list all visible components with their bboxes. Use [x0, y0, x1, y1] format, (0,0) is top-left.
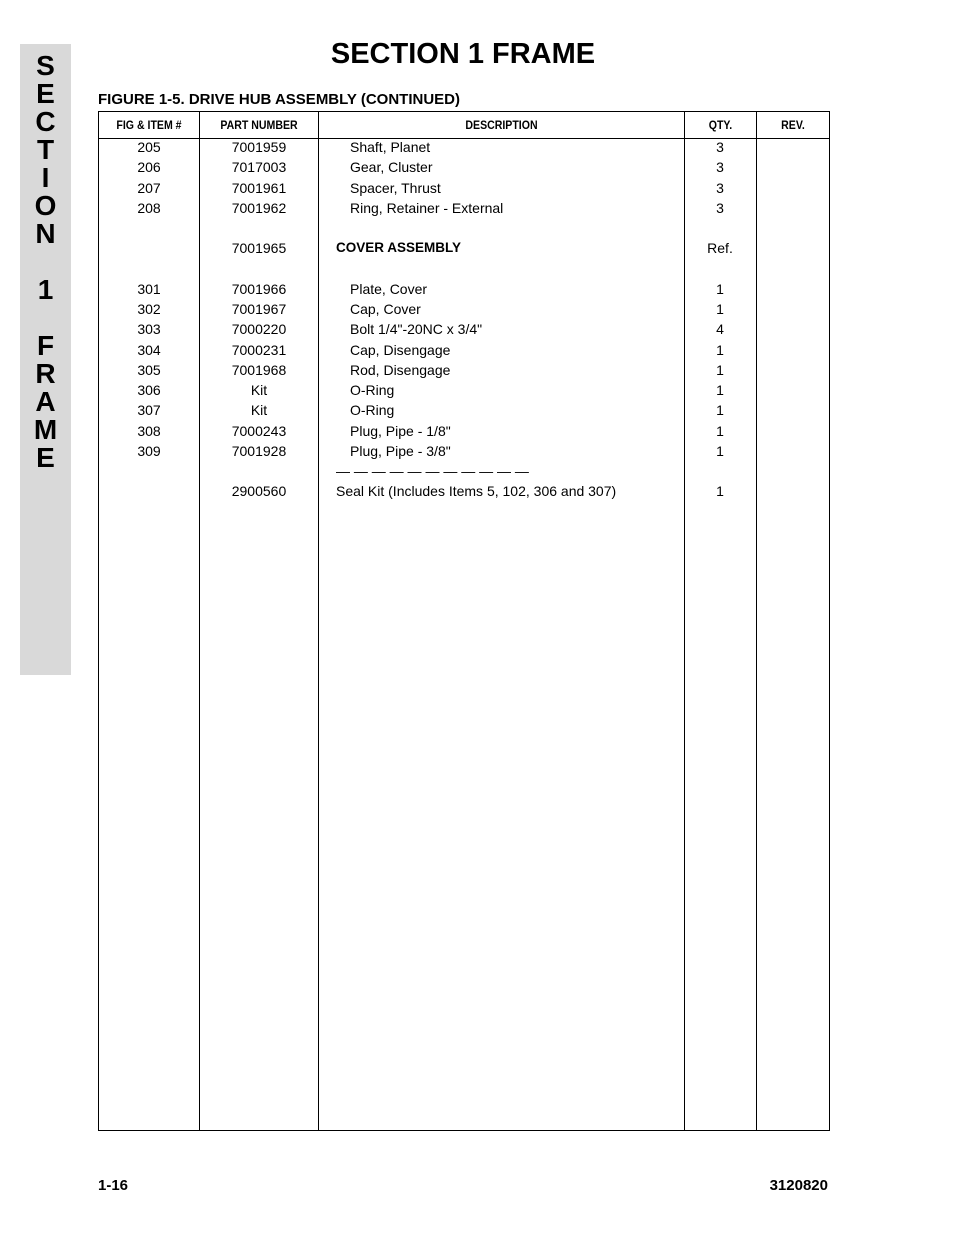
- description-cell: Cap, Cover: [350, 301, 421, 317]
- part-number-cell: 7000220: [231, 321, 287, 337]
- side-tab-letter: O: [34, 190, 57, 221]
- side-tab-letter: M: [33, 414, 58, 445]
- page-number: 1-16: [98, 1177, 129, 1194]
- table-row: [99, 461, 829, 481]
- description-cell: Cap, Disengage: [350, 342, 451, 358]
- qty-cell: 1: [716, 301, 724, 317]
- fig-item-cell: 304: [137, 342, 161, 358]
- qty-cell: 1: [716, 382, 724, 398]
- part-number-cell: Kit: [250, 382, 268, 398]
- side-tab-letter: E: [36, 78, 55, 109]
- side-tab-letter: T: [36, 134, 55, 165]
- part-number-cell: 7001968: [231, 362, 287, 378]
- side-tab-letter: R: [35, 358, 56, 389]
- fig-item-cell: 208: [137, 200, 161, 216]
- side-tab-letter: N: [35, 218, 56, 249]
- table-row: [99, 157, 829, 177]
- fig-item-cell: 303: [137, 321, 161, 337]
- column-divider: [756, 112, 757, 1130]
- qty-cell: 1: [716, 423, 724, 439]
- side-tab-letter: C: [35, 106, 56, 137]
- description-cell: Rod, Disengage: [350, 362, 451, 378]
- qty-cell: 4: [716, 321, 724, 337]
- description-cell: O-Ring: [350, 402, 395, 418]
- side-tab-letter: S: [36, 50, 55, 81]
- table-row: [99, 481, 829, 501]
- column-divider: [318, 112, 319, 1130]
- table-row: [99, 441, 829, 461]
- description-cell: Spacer, Thrust: [350, 180, 441, 196]
- table-row: [99, 137, 829, 157]
- fig-item-cell: 205: [137, 139, 161, 155]
- qty-cell: 3: [716, 159, 724, 175]
- qty-cell: 3: [716, 200, 724, 216]
- header-rev: REV.: [781, 118, 805, 132]
- fig-item-cell: 206: [137, 159, 161, 175]
- side-tab-letter: I: [41, 162, 50, 193]
- table-row: [99, 360, 829, 380]
- table-row: [99, 380, 829, 400]
- qty-cell: 1: [716, 342, 724, 358]
- table-header: [99, 112, 829, 139]
- header-qty: QTY.: [708, 118, 733, 132]
- description-cell: — — — — — — — — — — —: [336, 463, 529, 479]
- part-number-cell: 7001966: [231, 281, 287, 297]
- description-cell: Plug, Pipe - 1/8": [350, 423, 451, 439]
- description-cell: Plate, Cover: [350, 281, 428, 297]
- description-cell: Seal Kit (Includes Items 5, 102, 306 and 307): [336, 483, 617, 499]
- fig-item-cell: 302: [137, 301, 161, 317]
- column-divider: [684, 112, 685, 1130]
- part-number-cell: 2900560: [231, 483, 287, 499]
- description-cell: Shaft, Planet: [350, 139, 431, 155]
- description-cell: Plug, Pipe - 3/8": [350, 443, 451, 459]
- qty-cell: 1: [716, 402, 724, 418]
- table-row: [99, 421, 829, 441]
- fig-item-cell: 207: [137, 180, 161, 196]
- part-number-cell: 7001962: [231, 200, 287, 216]
- qty-cell: 1: [716, 443, 724, 459]
- description-cell: Ring, Retainer - External: [350, 200, 504, 216]
- part-number-cell: 7000243: [231, 423, 287, 439]
- qty-cell: Ref.: [707, 240, 733, 256]
- table-row: [99, 400, 829, 420]
- description-cell: Bolt 1/4"-20NC x 3/4": [350, 321, 483, 337]
- fig-item-cell: 309: [137, 443, 161, 459]
- side-tab-letter: 1: [37, 274, 54, 305]
- figure-title: FIGURE 1-5. DRIVE HUB ASSEMBLY (CONTINUED): [98, 91, 460, 108]
- table-row: [99, 238, 829, 258]
- section-side-tab: [20, 44, 71, 675]
- fig-item-cell: 307: [137, 402, 161, 418]
- qty-cell: 1: [716, 483, 724, 499]
- part-number-cell: 7001961: [231, 180, 287, 196]
- table-row: [99, 178, 829, 198]
- part-number-cell: Kit: [250, 402, 268, 418]
- table-row: [99, 319, 829, 339]
- description-cell: Gear, Cluster: [350, 159, 433, 175]
- part-number-cell: 7000231: [231, 342, 287, 358]
- parts-table: [98, 111, 830, 1131]
- fig-item-cell: 301: [137, 281, 161, 297]
- qty-cell: 1: [716, 362, 724, 378]
- fig-item-cell: 308: [137, 423, 161, 439]
- table-row: [99, 299, 829, 319]
- side-tab-letter: A: [35, 386, 56, 417]
- table-row: [99, 198, 829, 218]
- table-row: [99, 340, 829, 360]
- description-cell: O-Ring: [350, 382, 395, 398]
- header-description: DESCRIPTION: [465, 118, 538, 132]
- part-number-cell: 7001965: [231, 240, 287, 256]
- part-number-cell: 7001928: [231, 443, 287, 459]
- page-title: SECTION 1 FRAME: [330, 38, 596, 70]
- side-tab-letter: E: [36, 442, 55, 473]
- part-number-cell: 7017003: [231, 159, 287, 175]
- fig-item-cell: 306: [137, 382, 161, 398]
- qty-cell: 3: [716, 180, 724, 196]
- part-number-cell: 7001967: [231, 301, 287, 317]
- column-divider: [199, 112, 200, 1130]
- header-fig-item: FIG & ITEM #: [116, 118, 182, 132]
- part-number-cell: 7001959: [231, 139, 287, 155]
- header-part-number: PART NUMBER: [220, 118, 298, 132]
- side-tab-letter: F: [36, 330, 55, 361]
- description-cell: COVER ASSEMBLY: [336, 240, 462, 255]
- fig-item-cell: 305: [137, 362, 161, 378]
- table-row: [99, 279, 829, 299]
- qty-cell: 3: [716, 139, 724, 155]
- section-side-letters: [20, 52, 71, 472]
- document-number: 3120820: [769, 1177, 828, 1194]
- qty-cell: 1: [716, 281, 724, 297]
